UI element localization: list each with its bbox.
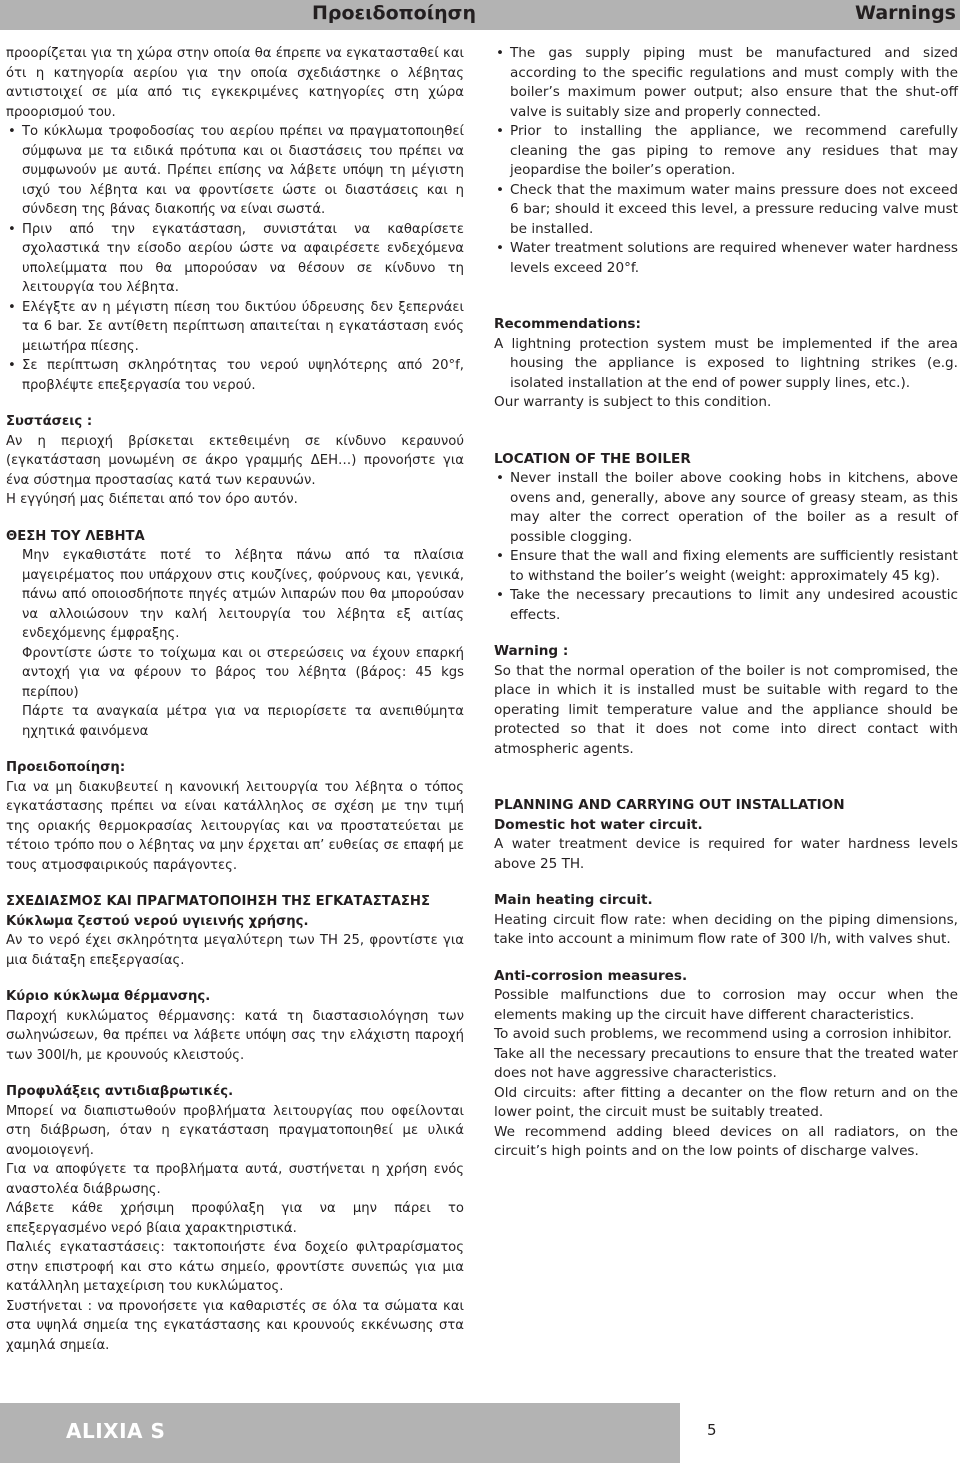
location-paragraph: Μην εγκαθιστάτε ποτέ το λέβητα πάνω από τα πλαίσια μαγειρέματος που υπάρχουν στις κουζίνες, φούρνους και, γενικά, πάνω από οποιοσδήποτε πηγές ατμών λιπαρών που θα μπορούσαν να αλλοιώσουν την καλή λειτουργία του λέβητα εξ αιτίας ενδεχόμενης έμφραξης. (22, 548, 464, 641)
list-item: • Πριν από την εγκατάσταση, συνιστάται να καθαρίσετε σχολαστικά την είσοδο αερίου ώστε να αφαιρέσετε ενδεχόμενα υπολείμματα που θα μπορούσαν να θέσουν σε κίνδυνο τη λειτουργία του λέβητα. (6, 220, 464, 298)
list-item: • Σε περίπτωση σκληρότητας του νερού υψηλότερης από 20°f, προβλέψτε επεξεργασία του νερού. (6, 356, 464, 395)
warning-heading: Προειδοποίηση: (6, 760, 126, 775)
corrosion-heading: Anti-corrosion measures. (494, 967, 688, 984)
greek-bullet-list (6, 122, 464, 395)
english-bullet-list (494, 44, 958, 278)
recommendations-text: A lightning protection system must be implemented if the area housing the appliance is exposed to lightning strikes (e.g. isolated installation at the end of power supply lines, etc.). (494, 335, 958, 391)
corrosion-line: Take all the necessary precautions to ensure that the treated water does not have aggressive characteristics. (494, 1045, 958, 1081)
header-title-greek: Προειδοποίηση (312, 2, 476, 24)
greek-column (6, 44, 464, 1355)
list-item: • Take the necessary precautions to limit any undesired acoustic effects. (494, 586, 958, 625)
warranty-text: Our warranty is subject to this condition. (494, 394, 772, 410)
heating-text: Παροχή κυκλώματος θέρμανσης: κατά τη διαστασιολόγηση των σωληνώσεων, θα πρέπει να λάβετε υπόψη σας την ελάχιστη παροχή των 300l/h, με κρουνούς κλειστούς. (6, 1008, 464, 1063)
corrosion-heading: Προφυλάξεις αντιδιαβρωτικές. (6, 1084, 234, 1099)
list-item: • Ελέγξτε αν η μέγιστη πίεση του δικτύου ύδρευσης δεν ξεπερνάει τα 6 bar. Σε αντίθετη περίπτωση απαιτείται η εγκατάσταση ενός μειωτήρα πίεσης. (6, 298, 464, 357)
planning-heading: ΣΧΕΔΙΑΣΜΟΣ ΚΑΙ ΠΡΑΓΜΑΤΟΠΟΙΗΣΗ ΤΗΣ ΕΓΚΑΤΑΣΤΑΣΗΣ (6, 894, 430, 909)
dhw-text: A water treatment device is required for water hardness levels above 25 TH. (494, 836, 958, 872)
location-heading: LOCATION OF THE BOILER (494, 450, 691, 467)
corrosion-line: Μπορεί να διαπιστωθούν προβλήματα λειτουργίας που οφείλονται στη διάβρωση, όταν η εγκατάσταση πραγματοποιηθεί με υλικά ανομοιογενή. (6, 1103, 464, 1158)
corrosion-line: Για να αποφύγετε τα προβλήματα αυτά, συστήνεται η χρήση ενός αναστολέα διάβρωσης. (6, 1162, 464, 1197)
heating-text: Heating circuit flow rate: when deciding on the piping dimensions, take into account a minimum flow rate of 300 l/h, with valves shut. (494, 911, 958, 947)
corrosion-line: Συστήνεται : να προνοήσετε για καθαριστές σε όλα τα σώματα και στα υψηλά σημεία της εγκατάστασης και κρουνούς εκκένωσης στα χαμηλά σημεία. (6, 1298, 464, 1353)
heating-heading: Main heating circuit. (494, 892, 653, 908)
list-item: • Το κύκλωμα τροφοδοσίας του αερίου πρέπει να πραγματοποιηθεί σύμφωνα με τα ειδικά πρότυπα και οι διαστάσεις του πρέπει να συμφωνούν με αυτά. Πρέπει επίσης να λάβετε υπόψη τη μέγιστη ισχύ του λέβητα και να φροντίσετε ώστε οι διαστάσεις και η σύνδεση της βάνας διακοπής να είναι σωστά. (6, 122, 464, 220)
intro-paragraph: προορίζεται για τη χώρα στην οποία θα έπρεπε να εγκατασταθεί και ότι η κατηγορία αερίου για την οποία σχεδιάστηκε ο λέβητας αντιστοιχεί σε μία από τις εγκεκριμένες κατηγορίες στη χώρα προορισμού του. (6, 46, 464, 120)
footer-page-panel (680, 1403, 960, 1463)
list-item: • Water treatment solutions are required whenever water hardness levels exceed 20°f. (494, 239, 958, 278)
warning-text: Για να μη διακυβευτεί η κανονική λειτουργία του λέβητα ο τόπος εγκατάστασης πρέπει να είναι κατάλληλος σε σχέση με την τιμή της οριακής θερμοκρασίας λειτουργίας και να προστατεύεται με τέτοιο τρόπο που ο λέβητας να μην έρχεται απ’ ευθείας σε επαφή με τους ατμοσφαιρικούς παράγοντες. (6, 779, 464, 873)
corrosion-line: Παλιές εγκαταστάσεις: τακτοποιήστε ένα δοχείο φιλτραρίσματος στην επιστροφή και στο κάτω σημείο, φροντίστε συνεπώς για μια κατάλληλη μεταχείριση του κυκλώματος. (6, 1240, 464, 1294)
corrosion-line: Old circuits: after fitting a decanter on the flow return and on the lower point, the circuit must be suitably treated. (494, 1084, 958, 1120)
recommendations-text: Αν η περιοχή βρίσκεται εκτεθειμένη σε κίνδυνο κεραυνού (εγκατάσταση μονωμένη σε άκρο γραμμής ΔΕΗ…) προνοήστε για ένα σύστημα προστασίας κατά των κεραυνών. (6, 433, 464, 488)
location-bullet-list (494, 469, 958, 625)
warning-heading: Warning : (494, 643, 569, 659)
corrosion-line: To avoid such problems, we recommend using a corrosion inhibitor. (494, 1026, 952, 1042)
recommendations-heading: Συστάσεις : (6, 414, 93, 429)
list-item: • Ensure that the wall and fixing elements are sufficiently resistant to withstand the boiler’s weight (weight: approximately 45 kg). (494, 547, 958, 586)
page-number: 5 (707, 1421, 717, 1439)
recommendations-heading: Recommendations: (494, 316, 641, 332)
header-bar (0, 0, 960, 30)
list-item: • Prior to installing the appliance, we recommend carefully cleaning the gas piping to remove any residues that may jeopardise the boiler’s operation. (494, 122, 958, 181)
footer-brand: ALIXIA S (66, 1419, 166, 1443)
location-heading: ΘΕΣΗ ΤΟΥ ΛΕΒΗΤΑ (6, 528, 145, 544)
location-paragraph: Πάρτε τα αναγκαία μέτρα για να περιορίσετε τα ανεπιθύμητα ηχητικά φαινόμενα (22, 704, 464, 739)
planning-heading: PLANNING AND CARRYING OUT INSTALLATION (494, 797, 845, 813)
dhw-heading: Domestic hot water circuit. (494, 816, 703, 833)
dhw-heading: Κύκλωμα ζεστού νερού υγιεινής χρήσης. (6, 913, 309, 929)
list-item: • Never install the boiler above cooking hobs in kitchens, above ovens and, generally, above any source of greasy steam, as this may alter the correct operation of the boiler as a result of possible clogging. (494, 469, 958, 547)
heating-heading: Κύριο κύκλωμα θέρμανσης. (6, 989, 211, 1004)
corrosion-line: Λάβετε κάθε χρήσιμη προφύλαξη για να μην πάρει το επεξεργασμένο νερό βίαια χαρακτηριστικά. (6, 1201, 464, 1236)
list-item: • Check that the maximum water mains pressure does not exceed 6 bar; should it exceed this level, a pressure reducing valve must be installed. (494, 181, 958, 240)
warranty-text: Η εγγύησή μας διέπεται από τον όρο αυτόν. (6, 492, 298, 507)
header-title-english: Warnings (855, 2, 956, 24)
warning-text: So that the normal operation of the boiler is not compromised, the place in which it is installed must be suitable with regard to the operating limit temperature value and the appliance should be protected so that it does not come into direct contact with atmospheric agents. (494, 662, 958, 757)
corrosion-line: Possible malfunctions due to corrosion may occur when the elements making up the circuit have different characteristics. (494, 987, 958, 1023)
dhw-text: Αν το νερό έχει σκληρότητα μεγαλύτερη των ΤΗ 25, φροντίστε για μια διάταξη επεξεργασίας. (6, 933, 464, 968)
list-item: • The gas supply piping must be manufactured and sized according to the specific regulations and must comply with the boiler’s maximum power output; also ensure that the shut-off valve is suitably size and properly connected. (494, 44, 958, 122)
corrosion-line: We recommend adding bleed devices on all radiators, on the circuit’s high points and on the low points of discharge valves. (494, 1123, 958, 1159)
english-column (494, 44, 958, 1162)
location-paragraph: Φροντίστε ώστε το τοίχωμα και οι στερεώσεις να έχουν επαρκή αντοχή για να φέρουν το βάρος του λέβητα (βάρος: 45 kgs περίπου) (22, 645, 464, 700)
